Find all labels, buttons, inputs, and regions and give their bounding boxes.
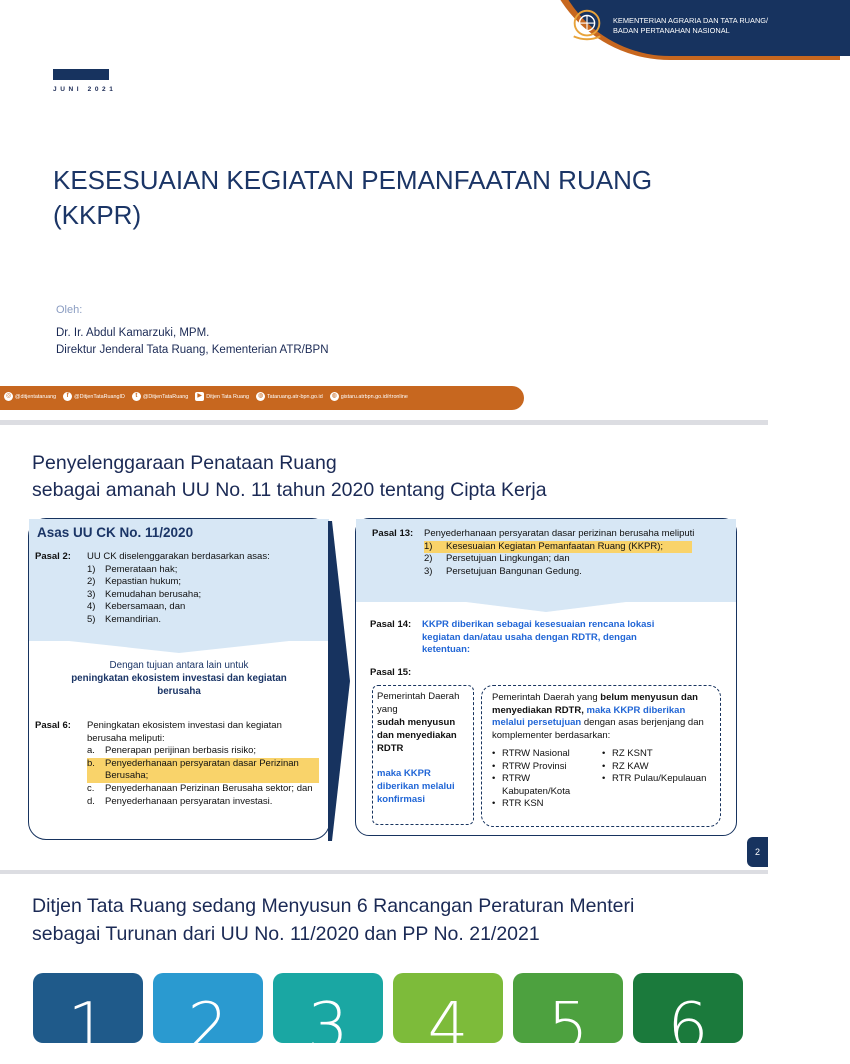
item-number: 1) bbox=[87, 563, 96, 575]
item-text: Kepastian hukum; bbox=[105, 576, 182, 588]
list-item: • RTRW Provinsi bbox=[492, 761, 600, 774]
box-highlight: maka KKPR diberikan melalui konfirmasi bbox=[377, 768, 455, 805]
pasal-label: Pasal 13: bbox=[372, 528, 414, 539]
ministry-logo-icon bbox=[568, 6, 606, 44]
item-text: Kemudahan berusaha; bbox=[105, 588, 202, 600]
by-label: Oleh: bbox=[56, 304, 83, 316]
regulation-tile-1[interactable] bbox=[33, 973, 143, 1064]
item-text: Kesesuaian Kegiatan Pemanfaatan Ruang (KKPR); bbox=[446, 540, 664, 552]
goal-emphasis: peningkatan ekosistem investasi dan kegiatan berusaha bbox=[71, 673, 287, 697]
youtube-icon: ▶ bbox=[195, 392, 204, 401]
list-item: • RTRW Nasional bbox=[492, 748, 600, 761]
list-item bbox=[87, 564, 323, 577]
item-number: 5) bbox=[87, 613, 96, 625]
social-label: Ditjen Tata Ruang bbox=[206, 393, 249, 400]
item-text: Penerapan perijinan berbasis risiko; bbox=[105, 745, 257, 757]
item-number: a. bbox=[87, 745, 95, 757]
box-plain: Pemerintah Daerah yang bbox=[492, 692, 598, 703]
goal-line: Dengan tujuan antara lain untuk bbox=[109, 660, 249, 671]
social-link-website[interactable] bbox=[256, 392, 323, 401]
slide-title-line: sebagai amanah UU No. 11 tahun 2020 tentang Cipta Kerja bbox=[32, 479, 547, 501]
item-number: 4) bbox=[87, 601, 96, 613]
pasal-panel bbox=[355, 518, 737, 836]
list-item bbox=[87, 783, 319, 796]
items-list bbox=[87, 745, 319, 808]
social-link-facebook[interactable] bbox=[63, 392, 125, 401]
list-item: • RTR KSN bbox=[492, 798, 600, 811]
tile-number: 2 bbox=[187, 990, 229, 1064]
regulation-tile-3[interactable] bbox=[273, 973, 383, 1064]
box-bold: sudah menyusun dan menyediakan RDTR bbox=[377, 717, 457, 754]
list-item bbox=[87, 796, 319, 809]
slide-title bbox=[32, 892, 634, 948]
goal-statement bbox=[59, 659, 299, 698]
list-item: • RTRW Kabupaten/Kota bbox=[492, 773, 600, 798]
item-number: 3) bbox=[424, 565, 433, 577]
tile-number: 6 bbox=[667, 990, 709, 1064]
list-item: • RTR Pulau/Kepulauan bbox=[602, 773, 712, 786]
tile-number: 4 bbox=[427, 990, 469, 1064]
list-item bbox=[424, 553, 724, 566]
social-label: gistaru.atrbpn.go.id/rtronline bbox=[340, 393, 408, 400]
item-text: Penyederhanaan persyaratan investasi. bbox=[105, 795, 273, 807]
list-item bbox=[87, 601, 323, 614]
list-item bbox=[87, 576, 323, 589]
item-number: 3) bbox=[87, 588, 96, 600]
item-text: Pemerataan hak; bbox=[105, 563, 178, 575]
regulation-tile-2[interactable] bbox=[153, 973, 263, 1064]
item-text: Kemandirian. bbox=[105, 613, 161, 625]
pasal-intro: Peningkatan ekosistem investasi dan kegiatan berusaha meliputi: bbox=[87, 720, 282, 744]
social-links bbox=[4, 392, 408, 401]
item-number: d. bbox=[87, 795, 95, 807]
slide-title-line: Penyelenggaraan Penataan Ruang bbox=[32, 452, 337, 474]
plan-list-2 bbox=[602, 748, 712, 786]
box-text bbox=[492, 692, 716, 742]
box-plain: dengan asas berjenjang dan komplementer berdasarkan: bbox=[492, 717, 704, 741]
regulation-slide bbox=[0, 874, 768, 1064]
item-text: Persetujuan Lingkungan; dan bbox=[446, 553, 570, 565]
title-slide bbox=[0, 0, 768, 420]
box-highlight: maka KKPR diberikan melalui persetujuan bbox=[492, 704, 686, 729]
regulation-tile-6[interactable] bbox=[633, 973, 743, 1064]
item-text: Penyederhanaan persyaratan dasar Perizinan Berusaha; bbox=[105, 757, 299, 782]
asas-list bbox=[87, 564, 323, 627]
item-number: 1) bbox=[424, 540, 433, 552]
item-number: 2) bbox=[87, 576, 96, 588]
author-role: Direktur Jenderal Tata Ruang, Kementerian ATR/BPN bbox=[56, 344, 329, 356]
page-number: 2 bbox=[747, 837, 768, 867]
pasal-body: KKPR diberikan sebagai kesesuaian rencana lokasi kegiatan dan/atau usaha dengan RDTR, dengan ketentuan: bbox=[422, 619, 655, 656]
pasal-intro: Penyederhanaan persyaratan dasar perizinan berusaha meliputi bbox=[424, 528, 695, 539]
instagram-icon: ◎ bbox=[5, 393, 12, 399]
item-number: b. bbox=[87, 757, 95, 769]
list-item bbox=[87, 589, 323, 602]
asas-panel bbox=[28, 518, 330, 840]
item-number: c. bbox=[87, 782, 95, 794]
items-list bbox=[424, 541, 724, 579]
tile-number: 5 bbox=[547, 990, 589, 1064]
list-item bbox=[87, 614, 323, 627]
content-slide bbox=[0, 425, 768, 870]
social-link-instagram[interactable] bbox=[4, 392, 56, 401]
item-text: Kebersamaan, dan bbox=[105, 601, 186, 613]
twitter-icon: t bbox=[132, 392, 141, 401]
pasal-body bbox=[424, 528, 724, 578]
pasal-label: Pasal 14: bbox=[370, 619, 412, 630]
item-text: Penyederhanaan Perizinan Berusaha sektor; dan bbox=[105, 782, 313, 794]
list-item bbox=[87, 745, 319, 758]
list-item-highlighted bbox=[87, 758, 319, 783]
box-plain: Pemerintah Daerah yang bbox=[377, 691, 460, 715]
pasal-label: Pasal 2: bbox=[35, 551, 71, 562]
tile-number: 1 bbox=[67, 990, 109, 1064]
pasal-label: Pasal 15: bbox=[370, 667, 412, 678]
ministry-name: KEMENTERIAN AGRARIA DAN TATA RUANG/ BADAN PERTANAHAN NASIONAL bbox=[613, 16, 769, 35]
page-title: KESESUAIAN KEGIATAN PEMANFAATAN RUANG (KKPR) bbox=[53, 165, 653, 230]
rdtr-ready-box bbox=[372, 685, 474, 825]
panel-pointer bbox=[466, 602, 626, 612]
panel-pointer bbox=[69, 641, 289, 653]
list-item: • RZ KSNT bbox=[602, 748, 712, 761]
social-link-youtube[interactable] bbox=[195, 392, 249, 401]
pasal-label: Pasal 6: bbox=[35, 720, 71, 731]
plan-list-1 bbox=[492, 748, 600, 811]
slide-title-line: sebagai Turunan dari UU No. 11/2020 dan PP No. 21/2021 bbox=[32, 923, 540, 945]
slide-title bbox=[32, 450, 547, 504]
facebook-icon: f bbox=[63, 392, 72, 401]
social-link-twitter[interactable] bbox=[132, 392, 188, 401]
box-text bbox=[377, 690, 471, 806]
rdtr-missing-box bbox=[481, 685, 721, 827]
tile-number: 3 bbox=[307, 990, 349, 1064]
box-bold: belum menyusun dan menyediakan RDTR, bbox=[492, 692, 698, 716]
list-item bbox=[424, 566, 724, 579]
social-label: Tataruang.atr-bpn.go.id bbox=[266, 393, 323, 400]
social-link-gistaru[interactable] bbox=[330, 392, 408, 401]
globe-icon: ◍ bbox=[257, 393, 264, 399]
slide-title-line: Ditjen Tata Ruang sedang Menyusun 6 Rancangan Peraturan Menteri bbox=[32, 895, 635, 917]
social-label: @DitjenTataRuangID bbox=[74, 393, 125, 400]
social-label: @DitjenTataRuang bbox=[142, 393, 189, 400]
author-name: Dr. Ir. Abdul Kamarzuki, MPM. bbox=[56, 327, 210, 339]
date-label: JUNI 2021 bbox=[53, 86, 117, 93]
connector-arrow-icon bbox=[328, 521, 350, 841]
date-bar bbox=[53, 69, 109, 80]
regulation-tile-5[interactable] bbox=[513, 973, 623, 1064]
panel-heading: Asas UU CK No. 11/2020 bbox=[37, 525, 194, 540]
regulation-tile-4[interactable] bbox=[393, 973, 503, 1064]
pasal-body bbox=[87, 551, 323, 627]
globe-icon: ◍ bbox=[331, 393, 337, 399]
social-label: @ditjentataruang bbox=[15, 393, 57, 400]
item-number: 2) bbox=[424, 553, 433, 565]
pasal-body bbox=[87, 720, 319, 808]
list-item-highlighted bbox=[424, 541, 692, 554]
item-text: Persetujuan Bangunan Gedung. bbox=[446, 565, 582, 577]
pasal-intro: UU CK diselenggarakan berdasarkan asas: bbox=[87, 551, 270, 562]
list-item: • RZ KAW bbox=[602, 761, 712, 774]
author-block bbox=[56, 325, 329, 359]
